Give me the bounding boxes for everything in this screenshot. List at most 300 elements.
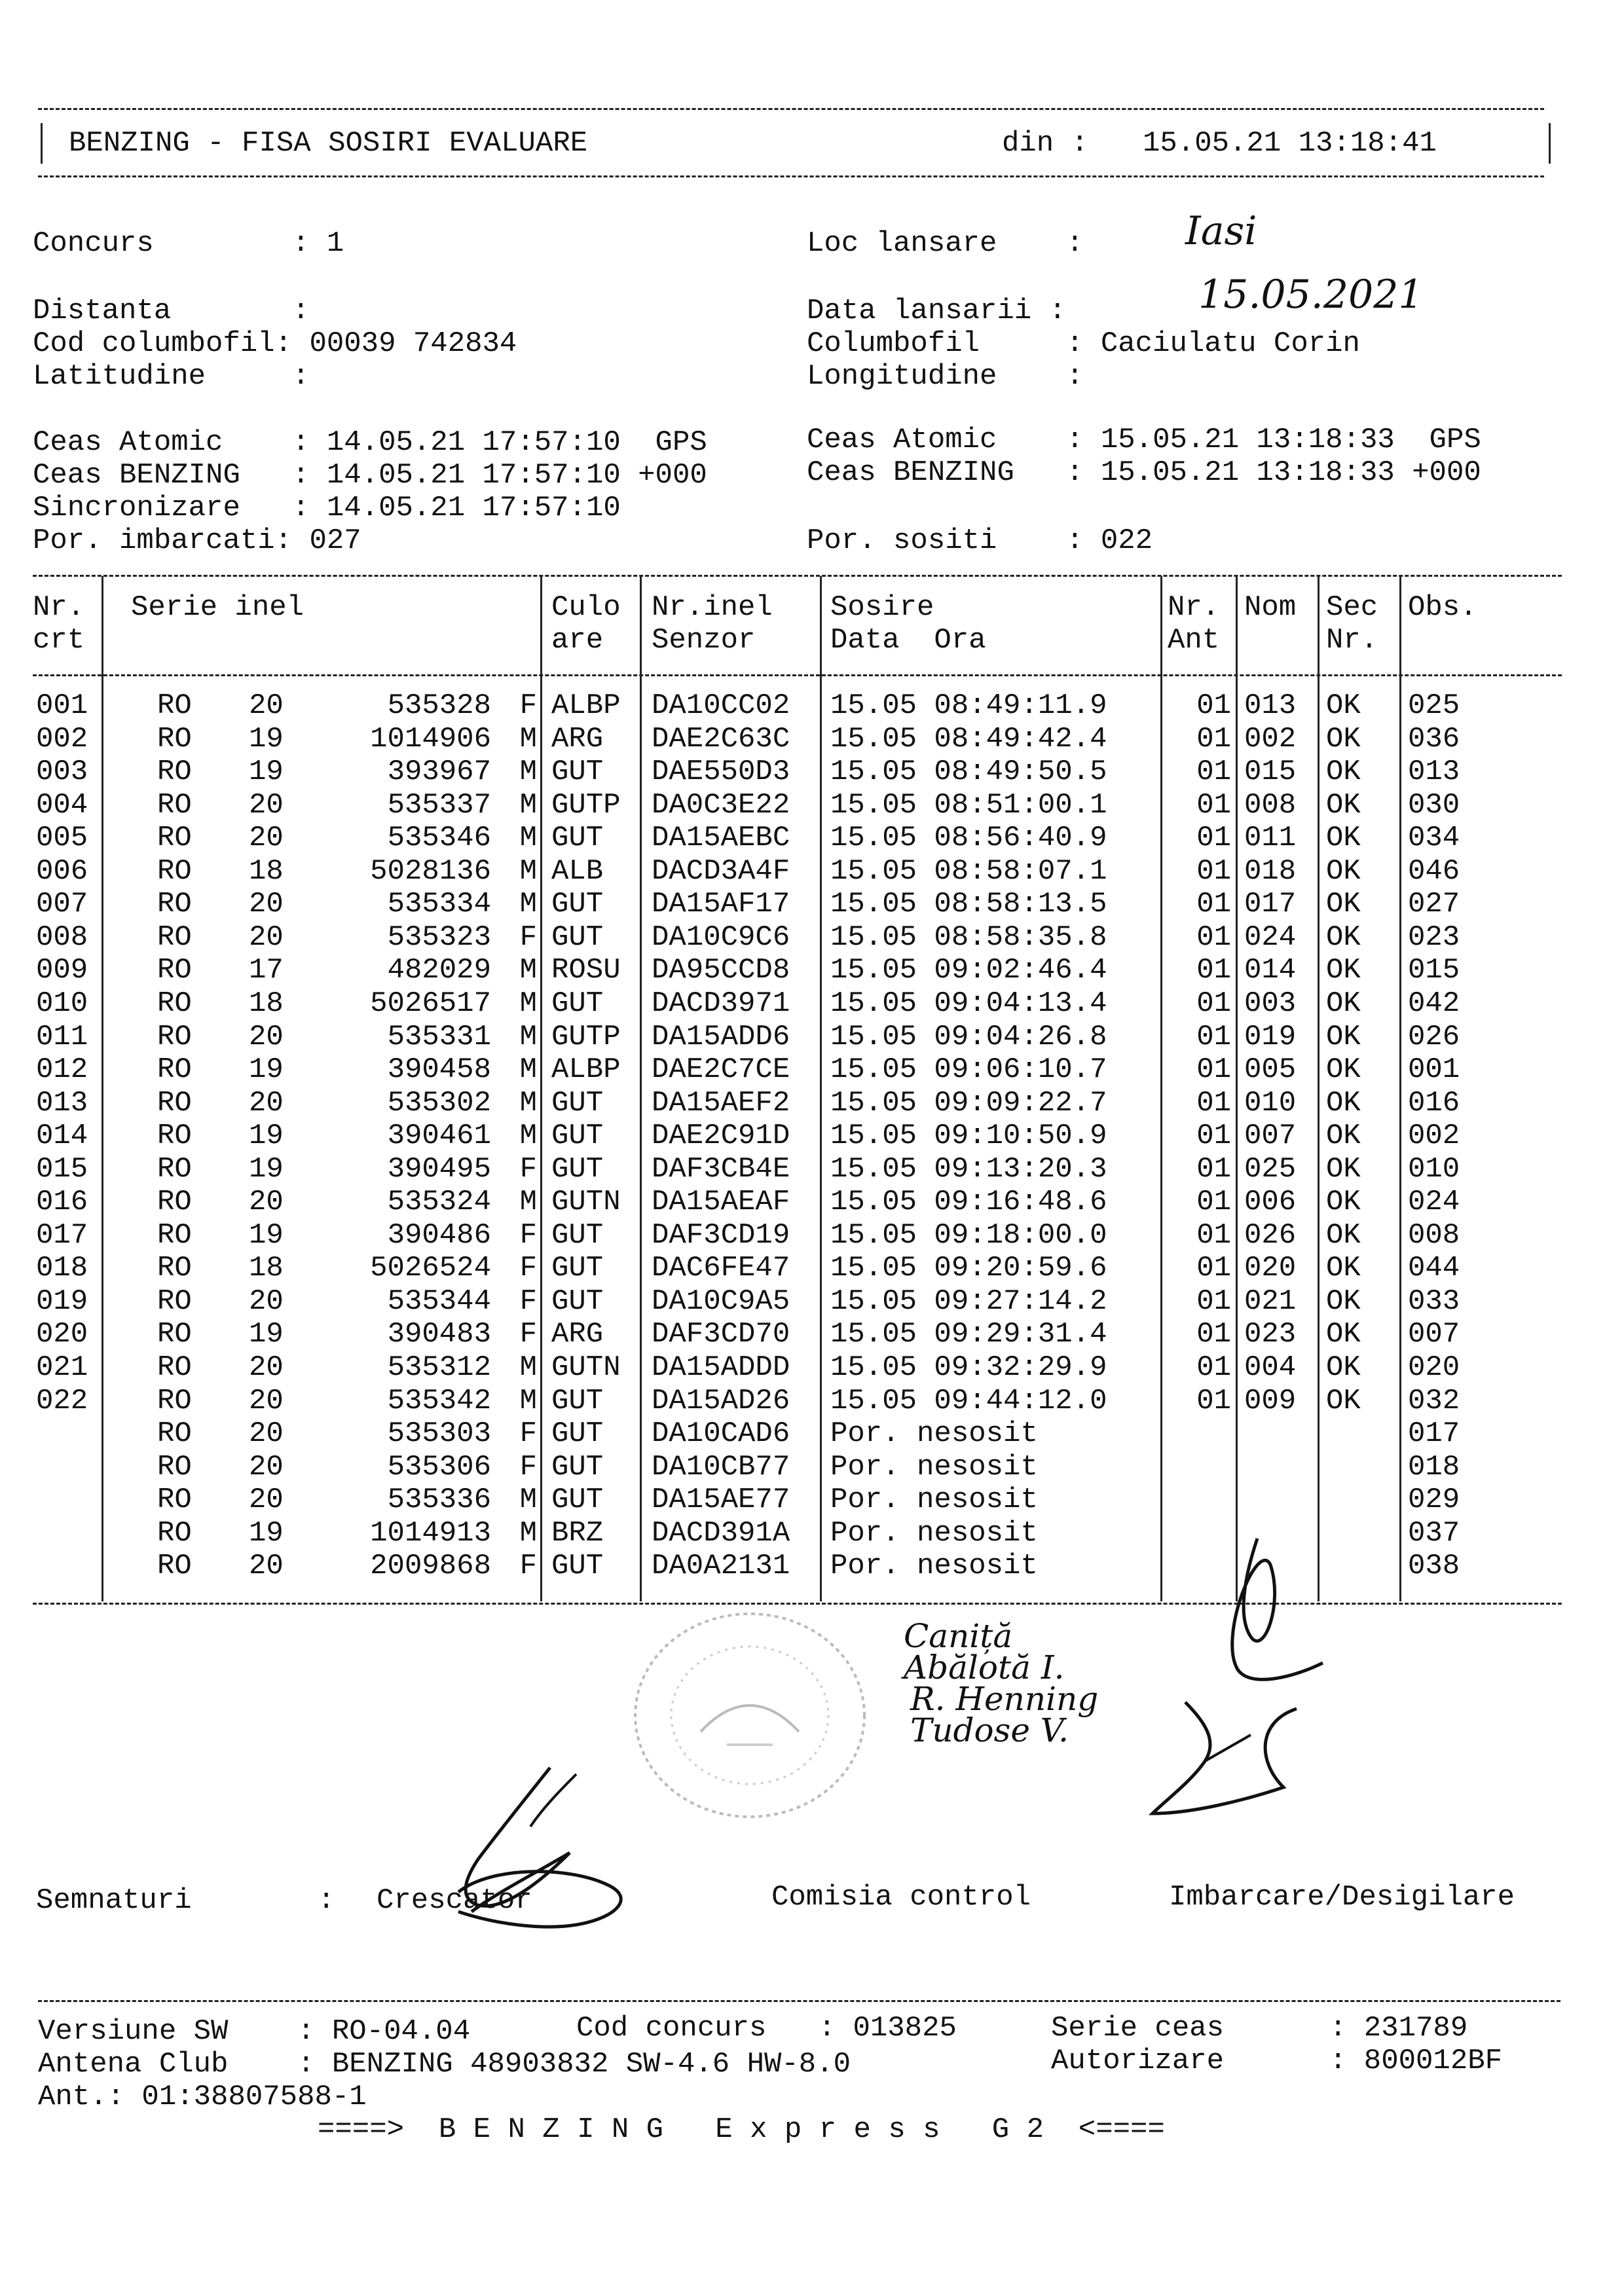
th-nrinel-2: Senzor	[652, 624, 756, 657]
cell-cul: GUT	[551, 1285, 604, 1318]
cell-tara: RO	[157, 722, 192, 756]
cell-sosire: 15.05 09:27:14.2	[830, 1285, 1107, 1318]
cell-nr: 002	[36, 722, 88, 756]
serie-ceas-label: Serie ceas	[1051, 2012, 1225, 2045]
cell-senzor: DAE2C91D	[652, 1120, 790, 1153]
cell-nr: 004	[36, 788, 88, 822]
cell-tara: RO	[157, 1020, 192, 1053]
cell-ant: 01	[1196, 1285, 1231, 1318]
cell-senzor: DA15AEF2	[652, 1086, 790, 1120]
cell-nom: 014	[1244, 954, 1297, 987]
cell-nom: 009	[1244, 1384, 1297, 1417]
cell-sex: M	[519, 1351, 537, 1384]
benzing-express-banner: ====> B E N Z I N G E x p r e s s G 2 <====	[318, 2113, 1165, 2146]
cell-obs: 038	[1408, 1550, 1460, 1583]
cell-inel: 535336	[387, 1484, 491, 1517]
cell-sosire: 15.05 08:56:40.9	[830, 822, 1107, 855]
cell-inel: 535337	[387, 788, 491, 822]
cell-an: 20	[249, 1384, 284, 1417]
col-sep-nom	[1318, 576, 1320, 1601]
th-nr-1: Nr.	[33, 591, 85, 624]
cell-an: 19	[249, 1516, 284, 1550]
cell-nr: 006	[36, 854, 88, 888]
cell-inel: 535323	[387, 920, 491, 954]
cell-tara: RO	[157, 954, 192, 987]
cell-sosire: 15.05 09:20:59.6	[830, 1252, 1107, 1285]
cell-cul: GUT	[551, 756, 604, 789]
cell-obs: 017	[1408, 1417, 1460, 1451]
cell-tara: RO	[157, 1218, 192, 1252]
cell-obs: 001	[1408, 1053, 1460, 1087]
cell-senzor: DA15AE77	[652, 1484, 790, 1517]
cell-inel: 535306	[387, 1450, 491, 1484]
cell-obs: 015	[1408, 954, 1460, 987]
cell-sex: M	[519, 954, 537, 987]
cell-tara: RO	[157, 1053, 192, 1087]
cell-inel: 535342	[387, 1384, 491, 1417]
cell-ant: 01	[1196, 888, 1231, 921]
cell-senzor: DA15AEBC	[652, 822, 790, 855]
cell-sosire: 15.05 09:10:50.9	[830, 1120, 1107, 1153]
crescator-label: Crescator	[377, 1884, 532, 1917]
autorizare-label: Autorizare	[1051, 2045, 1225, 2077]
cell-senzor: DA10C9A5	[652, 1285, 790, 1318]
club-stamp	[629, 1607, 871, 1823]
cell-sex: M	[519, 1086, 537, 1120]
cell-senzor: DA10CB77	[652, 1450, 790, 1484]
cell-inel: 535312	[387, 1351, 491, 1384]
cell-sosire: Por. nesosit	[830, 1417, 1038, 1451]
cell-sec: OK	[1326, 756, 1361, 789]
cell-ant: 01	[1196, 854, 1231, 888]
cell-obs: 016	[1408, 1086, 1460, 1120]
cell-ant: 01	[1196, 689, 1231, 722]
cell-nr: 021	[36, 1351, 88, 1384]
table-top-rule	[33, 575, 1562, 577]
cell-tara: RO	[157, 1086, 192, 1120]
col-sep-sec	[1399, 576, 1401, 1601]
cell-sex: F	[519, 1218, 537, 1252]
cell-sex: F	[519, 920, 537, 954]
cell-tara: RO	[157, 756, 192, 789]
cell-sec: OK	[1326, 1318, 1361, 1351]
cell-sosire: 15.05 09:29:31.4	[830, 1318, 1107, 1351]
distanta-field: Distanta :	[33, 295, 310, 327]
cell-inel: 535334	[387, 888, 491, 921]
th-obs: Obs.	[1408, 591, 1477, 624]
cell-sosire: Por. nesosit	[830, 1450, 1038, 1484]
cell-sec: OK	[1326, 788, 1361, 822]
cell-sex: F	[519, 1152, 537, 1186]
cell-ant: 01	[1196, 1152, 1231, 1186]
cell-nr: 013	[36, 1086, 88, 1120]
cell-inel: 390495	[387, 1152, 491, 1186]
col-sep-nr	[101, 576, 103, 1601]
cell-tara: RO	[157, 1516, 192, 1550]
cell-sec: OK	[1326, 1120, 1361, 1153]
th-sec-2: Nr.	[1326, 624, 1378, 657]
cell-nr: 014	[36, 1120, 88, 1153]
col-sep-senzor	[820, 576, 822, 1601]
cell-nom: 020	[1244, 1252, 1297, 1285]
cell-obs: 018	[1408, 1450, 1460, 1484]
cell-sec: OK	[1326, 987, 1361, 1020]
cell-obs: 026	[1408, 1020, 1460, 1053]
th-sec-1: Sec	[1326, 591, 1378, 624]
cell-sex: M	[519, 1020, 537, 1053]
versiune-sw: Versiune SW : RO-04.04	[38, 2015, 471, 2048]
cell-nom: 002	[1244, 722, 1297, 756]
th-culoare-2: are	[551, 624, 604, 657]
cod-columbofil-field: Cod columbofil: 00039 742834	[33, 327, 517, 360]
cell-an: 20	[249, 1285, 284, 1318]
cell-sex: M	[519, 1186, 537, 1219]
cell-senzor: DA0A2131	[652, 1550, 790, 1583]
por-sositi-field: Por. sositi : 022	[807, 524, 1153, 557]
cell-cul: GUT	[551, 1086, 604, 1120]
cell-sex: M	[519, 1516, 537, 1550]
cell-tara: RO	[157, 1152, 192, 1186]
cell-obs: 008	[1408, 1218, 1460, 1252]
cell-tara: RO	[157, 987, 192, 1020]
antena-club: Antena Club : BENZING 48903832 SW-4.6 HW-8.0	[38, 2048, 851, 2081]
cell-cul: ROSU	[551, 954, 621, 987]
cell-an: 19	[249, 1218, 284, 1252]
cell-sosire: 15.05 09:04:26.8	[830, 1020, 1107, 1053]
cell-tara: RO	[157, 1384, 192, 1417]
cell-senzor: DA0C3E22	[652, 788, 790, 822]
cell-sex: M	[519, 888, 537, 921]
header-bottom-rule	[38, 175, 1544, 177]
cell-obs: 027	[1408, 888, 1460, 921]
cell-an: 18	[249, 987, 284, 1020]
th-nom: Nom	[1244, 591, 1297, 624]
cell-sosire: 15.05 09:18:00.0	[830, 1218, 1107, 1252]
cell-an: 19	[249, 756, 284, 789]
commission-name-3: R. Henning	[910, 1680, 1099, 1718]
cell-nr: 018	[36, 1252, 88, 1285]
cell-an: 18	[249, 854, 284, 888]
sincronizare-field: Sincronizare : 14.05.21 17:57:10	[33, 492, 621, 524]
cell-sec: OK	[1326, 1186, 1361, 1219]
cell-senzor: DAE2C7CE	[652, 1053, 790, 1087]
cell-senzor: DAE2C63C	[652, 722, 790, 756]
cell-nr: 001	[36, 689, 88, 722]
data-lansarii-handwritten: 15.05.2021	[1198, 272, 1424, 318]
cell-obs: 007	[1408, 1318, 1460, 1351]
cell-inel: 535344	[387, 1285, 491, 1318]
serie-ceas-value: : 231789	[1329, 2012, 1468, 2045]
commission-name-4: Tudose V.	[910, 1711, 1069, 1749]
cell-an: 20	[249, 788, 284, 822]
cell-sex: F	[519, 1550, 537, 1583]
cell-sosire: 15.05 09:09:22.7	[830, 1086, 1107, 1120]
cell-sosire: 15.05 08:58:07.1	[830, 854, 1107, 888]
cell-senzor: DA10CC02	[652, 689, 790, 722]
cell-an: 20	[249, 1417, 284, 1451]
cell-tara: RO	[157, 1450, 192, 1484]
cell-an: 20	[249, 1450, 284, 1484]
cell-an: 19	[249, 1152, 284, 1186]
cell-sosire: Por. nesosit	[830, 1484, 1038, 1517]
cell-nom: 015	[1244, 756, 1297, 789]
cell-obs: 002	[1408, 1120, 1460, 1153]
cell-inel: 535346	[387, 822, 491, 855]
cod-concurs: Cod concurs : 013825	[576, 2012, 957, 2045]
cell-inel: 535328	[387, 689, 491, 722]
col-sep-sosire	[1160, 576, 1162, 1601]
cell-an: 20	[249, 920, 284, 954]
cell-nr: 022	[36, 1384, 88, 1417]
cell-sec: OK	[1326, 1252, 1361, 1285]
data-lansarii-field: Data lansarii :	[807, 295, 1067, 327]
cell-obs: 034	[1408, 822, 1460, 855]
cell-tara: RO	[157, 1484, 192, 1517]
cell-tara: RO	[157, 888, 192, 921]
cell-sosire: 15.05 08:51:00.1	[830, 788, 1107, 822]
cell-sosire: 15.05 08:49:50.5	[830, 756, 1107, 789]
cell-nom: 019	[1244, 1020, 1297, 1053]
cell-senzor: DACD391A	[652, 1516, 790, 1550]
cell-nom: 021	[1244, 1285, 1297, 1318]
cell-inel: 535324	[387, 1186, 491, 1219]
cell-ant: 01	[1196, 722, 1231, 756]
autorizare-value: : 800012BF	[1329, 2045, 1503, 2077]
cell-ant: 01	[1196, 987, 1231, 1020]
th-serie-inel: Serie inel	[131, 591, 304, 624]
cell-senzor: DA15AD26	[652, 1384, 790, 1417]
cell-an: 20	[249, 1351, 284, 1384]
cell-nom: 007	[1244, 1120, 1297, 1153]
cell-tara: RO	[157, 1252, 192, 1285]
th-nrinel-1: Nr.inel	[652, 591, 773, 624]
cell-obs: 023	[1408, 920, 1460, 954]
cell-sosire: 15.05 08:58:35.8	[830, 920, 1107, 954]
cell-cul: GUT	[551, 1417, 604, 1451]
cell-inel: 535302	[387, 1086, 491, 1120]
cell-sec: OK	[1326, 920, 1361, 954]
cell-ant: 01	[1196, 756, 1231, 789]
cell-ant: 01	[1196, 788, 1231, 822]
cell-cul: ARG	[551, 722, 604, 756]
col-sep-culoare	[640, 576, 642, 1601]
cell-inel: 390461	[387, 1120, 491, 1153]
cell-an: 18	[249, 1252, 284, 1285]
cell-nr: 011	[36, 1020, 88, 1053]
cell-senzor: DAC6FE47	[652, 1252, 790, 1285]
cell-an: 20	[249, 689, 284, 722]
cell-sex: M	[519, 1484, 537, 1517]
cell-nr: 015	[36, 1152, 88, 1186]
cell-cul: GUT	[551, 1450, 604, 1484]
commission-name-1: Caniță	[904, 1617, 1013, 1655]
cell-ant: 01	[1196, 1053, 1231, 1087]
cell-sec: OK	[1326, 888, 1361, 921]
cell-senzor: DAF3CD70	[652, 1318, 790, 1351]
cell-senzor: DACD3A4F	[652, 854, 790, 888]
cell-nom: 023	[1244, 1318, 1297, 1351]
ceas-atomic-end: Ceas Atomic : 15.05.21 13:18:33 GPS	[807, 424, 1481, 456]
cell-nom: 003	[1244, 987, 1297, 1020]
cell-nom: 024	[1244, 920, 1297, 954]
cell-sosire: 15.05 09:44:12.0	[830, 1384, 1107, 1417]
cell-tara: RO	[157, 1120, 192, 1153]
cell-sex: F	[519, 1285, 537, 1318]
cell-an: 19	[249, 1120, 284, 1153]
cell-obs: 010	[1408, 1152, 1460, 1186]
cell-sec: OK	[1326, 1285, 1361, 1318]
cell-senzor: DA15ADD6	[652, 1020, 790, 1053]
cell-sex: M	[519, 756, 537, 789]
cell-inel: 390483	[387, 1318, 491, 1351]
th-sosire-2: Data Ora	[830, 624, 986, 657]
antenna-id: Ant.: 01:38807588-1	[38, 2081, 367, 2113]
cell-sex: M	[519, 1120, 537, 1153]
cell-cul: GUT	[551, 1152, 604, 1186]
cell-an: 20	[249, 822, 284, 855]
cell-an: 19	[249, 722, 284, 756]
cell-tara: RO	[157, 689, 192, 722]
cell-senzor: DA15AF17	[652, 888, 790, 921]
cell-sex: F	[519, 1417, 537, 1451]
cell-sosire: Por. nesosit	[830, 1550, 1038, 1583]
cell-tara: RO	[157, 1285, 192, 1318]
cell-nr: 009	[36, 954, 88, 987]
cell-nom: 026	[1244, 1218, 1297, 1252]
cell-nom: 017	[1244, 888, 1297, 921]
semnaturi-label: Semnaturi	[36, 1884, 192, 1917]
cell-tara: RO	[157, 788, 192, 822]
loc-lansare-field: Loc lansare :	[807, 227, 1084, 260]
cell-tara: RO	[157, 1417, 192, 1451]
cell-nr: 010	[36, 987, 88, 1020]
cell-sosire: Por. nesosit	[830, 1516, 1038, 1550]
cell-inel: 5026517	[370, 987, 491, 1020]
cell-obs: 029	[1408, 1484, 1460, 1517]
cell-inel: 535331	[387, 1020, 491, 1053]
cell-obs: 024	[1408, 1186, 1460, 1219]
cell-obs: 025	[1408, 689, 1460, 722]
cell-cul: GUTN	[551, 1186, 621, 1219]
cell-nr: 005	[36, 822, 88, 855]
cell-tara: RO	[157, 1186, 192, 1219]
cell-sosire: 15.05 08:49:11.9	[830, 689, 1107, 722]
cell-ant: 01	[1196, 1351, 1231, 1384]
cell-nom: 010	[1244, 1086, 1297, 1120]
cell-sex: M	[519, 987, 537, 1020]
cell-cul: GUTP	[551, 1020, 621, 1053]
cell-senzor: DA15ADDD	[652, 1351, 790, 1384]
print-date-label: din :	[1002, 127, 1089, 160]
cell-tara: RO	[157, 854, 192, 888]
cell-cul: GUT	[551, 1384, 604, 1417]
cell-obs: 036	[1408, 722, 1460, 756]
cell-inel: 1014913	[370, 1516, 491, 1550]
cell-sec: OK	[1326, 1152, 1361, 1186]
cell-sosire: 15.05 09:02:46.4	[830, 954, 1107, 987]
cell-obs: 013	[1408, 756, 1460, 789]
cell-inel: 1014906	[370, 722, 491, 756]
footer-rule	[38, 2000, 1560, 2002]
cell-nom: 004	[1244, 1351, 1297, 1384]
cell-an: 20	[249, 888, 284, 921]
cell-sex: F	[519, 1450, 537, 1484]
cell-sex: M	[519, 1384, 537, 1417]
cell-ant: 01	[1196, 1318, 1231, 1351]
cell-sosire: 15.05 09:32:29.9	[830, 1351, 1107, 1384]
por-imbarcati-field: Por. imbarcati: 027	[33, 524, 361, 557]
cell-sec: OK	[1326, 1218, 1361, 1252]
print-date-value: 15.05.21 13:18:41	[1143, 127, 1437, 160]
cell-ant: 01	[1196, 822, 1231, 855]
cell-sosire: 15.05 09:06:10.7	[830, 1053, 1107, 1087]
cell-senzor: DA10CAD6	[652, 1417, 790, 1451]
cell-ant: 01	[1196, 920, 1231, 954]
header-right-edge	[1549, 123, 1551, 164]
cell-tara: RO	[157, 1318, 192, 1351]
cell-sosire: 15.05 09:04:13.4	[830, 987, 1107, 1020]
cell-ant: 01	[1196, 954, 1231, 987]
cell-nr: 008	[36, 920, 88, 954]
cell-sec: OK	[1326, 689, 1361, 722]
cell-sex: M	[519, 722, 537, 756]
cell-sosire: 15.05 08:58:13.5	[830, 888, 1107, 921]
cell-obs: 020	[1408, 1351, 1460, 1384]
cell-sec: OK	[1326, 1086, 1361, 1120]
th-nrant-1: Nr.	[1168, 591, 1220, 624]
th-nrant-2: Ant	[1168, 624, 1220, 657]
header-left-edge	[41, 123, 43, 164]
cell-senzor: DAF3CB4E	[652, 1152, 790, 1186]
cell-ant: 01	[1196, 1186, 1231, 1219]
latitudine-field: Latitudine :	[33, 360, 310, 393]
ceas-benzing-end: Ceas BENZING : 15.05.21 13:18:33 +000	[807, 456, 1481, 489]
cell-tara: RO	[157, 1351, 192, 1384]
cell-cul: BRZ	[551, 1516, 604, 1550]
cell-sec: OK	[1326, 1053, 1361, 1087]
cell-nr: 007	[36, 888, 88, 921]
cell-sec: OK	[1326, 1384, 1361, 1417]
cell-inel: 535303	[387, 1417, 491, 1451]
th-culoare-1: Culo	[551, 591, 621, 624]
cell-nom: 025	[1244, 1152, 1297, 1186]
columbofil-field: Columbofil : Caciulatu Corin	[807, 327, 1360, 360]
th-sosire-1: Sosire	[830, 591, 934, 624]
cell-an: 17	[249, 954, 284, 987]
cell-cul: GUT	[551, 822, 604, 855]
cell-cul: ALB	[551, 854, 604, 888]
imbarcare-signature	[1087, 1525, 1336, 1866]
cell-an: 20	[249, 1186, 284, 1219]
cell-inel: 482029	[387, 954, 491, 987]
cell-sec: OK	[1326, 1351, 1361, 1384]
cell-ant: 01	[1196, 1120, 1231, 1153]
cell-tara: RO	[157, 920, 192, 954]
cell-an: 19	[249, 1053, 284, 1087]
cell-cul: GUT	[551, 1550, 604, 1583]
longitudine-field: Longitudine :	[807, 360, 1084, 393]
cell-senzor: DACD3971	[652, 987, 790, 1020]
cell-sex: F	[519, 1318, 537, 1351]
document-title: BENZING - FISA SOSIRI EVALUARE	[69, 127, 588, 160]
cell-cul: ALBP	[551, 1053, 621, 1087]
cell-obs: 037	[1408, 1516, 1460, 1550]
semnaturi-colon: :	[318, 1884, 335, 1917]
cell-cul: GUT	[551, 888, 604, 921]
cell-nr: 019	[36, 1285, 88, 1318]
cell-inel: 5026524	[370, 1252, 491, 1285]
cell-sec: OK	[1326, 822, 1361, 855]
